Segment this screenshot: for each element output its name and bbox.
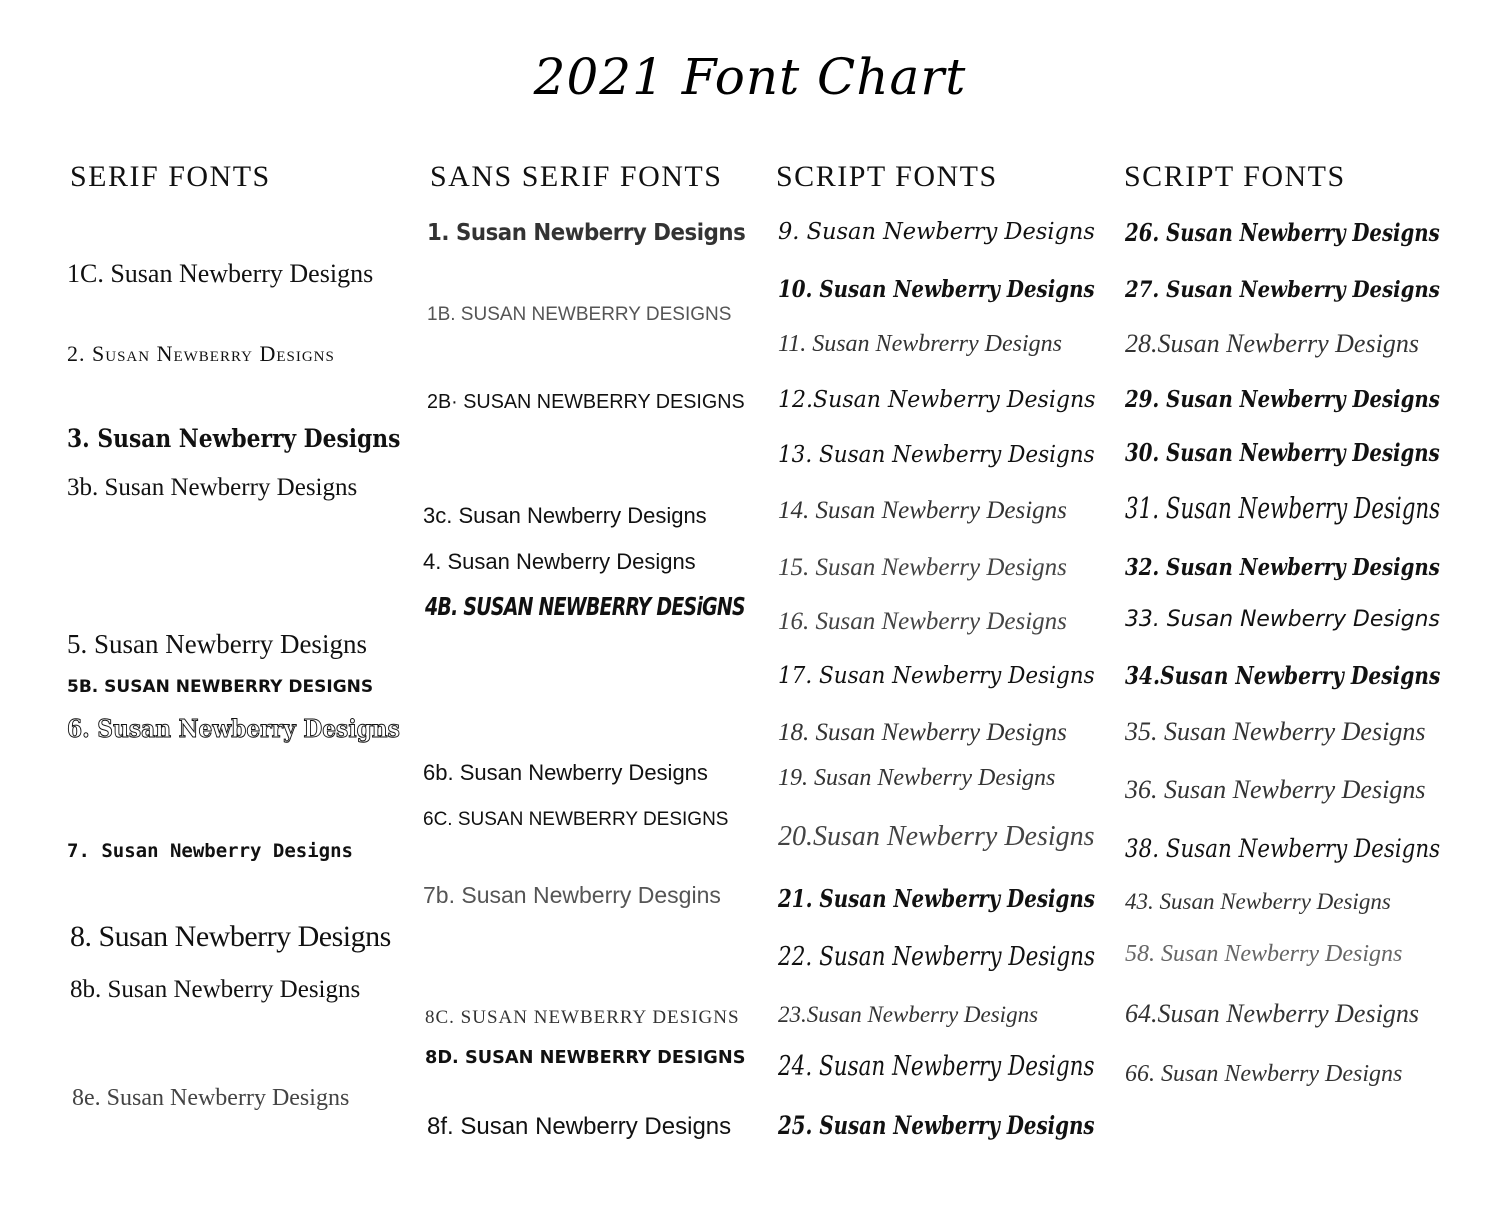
font-sample-10: 10. Susan Newberry Designs <box>778 276 1095 303</box>
font-sample-6: 6. Susan Newberry Designs <box>67 714 400 743</box>
font-sample-5b: 5B. SUSAN NEWBERRY DESIGNS <box>67 677 374 697</box>
font-sample-19: 19. Susan Newberry Designs <box>778 765 1056 791</box>
font-sample-5: 5. Susan Newberry Designs <box>67 629 367 659</box>
font-sample-6b: 6b. Susan Newberry Designs <box>423 760 708 785</box>
column-header-serif: SERIF FONTS <box>70 160 271 193</box>
font-sample-8c: 8C. SUSAN NEWBERRY DESIGNS <box>425 1007 740 1028</box>
font-sample-43: 43. Susan Newberry Designs <box>1125 889 1391 914</box>
column-header-script: SCRIPT FONTS <box>776 160 998 193</box>
font-sample-2: 2. Susan Newberry Designs <box>67 341 335 366</box>
font-sample-26: 26. Susan Newberry Designs <box>1125 218 1440 247</box>
font-sample-8: 8. Susan Newberry Designs <box>70 920 391 953</box>
font-sample-21: 21. Susan Newberry Designs <box>778 884 1095 913</box>
font-sample-1: 1. Susan Newberry Designs <box>427 220 746 246</box>
font-sample-4: 4. Susan Newberry Designs <box>423 549 696 574</box>
font-sample-18: 18. Susan Newberry Designs <box>778 719 1067 746</box>
font-sample-3: 3. Susan Newberry Designs <box>67 424 401 453</box>
font-sample-24: 24. Susan Newberry Designs <box>778 1051 1095 1082</box>
font-sample-17: 17. Susan Newberry Designs <box>778 663 1095 689</box>
font-sample-14: 14. Susan Newberry Designs <box>778 497 1067 524</box>
font-sample-38: 38. Susan Newberry Designs <box>1125 834 1441 863</box>
font-sample-16: 16. Susan Newberry Designs <box>778 608 1067 635</box>
font-sample-58: 58. Susan Newberry Designs <box>1125 941 1403 967</box>
column-header-script-2: SCRIPT FONTS <box>1124 160 1346 193</box>
font-sample-15: 15. Susan Newberry Designs <box>778 554 1067 581</box>
font-sample-30: 30. Susan Newberry Designs <box>1125 438 1440 467</box>
font-sample-28: 28.Susan Newberry Designs <box>1125 329 1419 358</box>
font-sample-20: 20.Susan Newberry Designs <box>778 821 1095 852</box>
font-sample-8e: 8e. Susan Newberry Designs <box>72 1085 350 1111</box>
font-sample-2b: 2B· SUSAN NEWBERRY DESIGNS <box>427 391 745 413</box>
font-sample-27: 27. Susan Newberry Designs <box>1125 277 1440 303</box>
font-sample-8f: 8f. Susan Newberry Designs <box>427 1113 732 1140</box>
font-sample-64: 64.Susan Newberry Designs <box>1125 999 1419 1028</box>
font-sample-66: 66. Susan Newberry Designs <box>1125 1061 1403 1087</box>
font-sample-31: 31. Susan Newberry Designs <box>1125 491 1441 525</box>
font-sample-9: 9. Susan Newberry Designs <box>778 219 1095 245</box>
font-sample-33: 33. Susan Newberry Designs <box>1125 607 1440 632</box>
font-sample-22: 22. Susan Newberry Designs <box>778 942 1096 972</box>
font-sample-36: 36. Susan Newberry Designs <box>1125 775 1426 804</box>
font-sample-1b: 1B. SUSAN NEWBERRY DESIGNS <box>427 304 732 325</box>
font-sample-6c: 6C. SUSAN NEWBERRY DESIGNS <box>423 809 729 830</box>
font-sample-8b: 8b. Susan Newberry Designs <box>70 976 361 1003</box>
font-sample-32: 32. Susan Newberry Designs <box>1125 554 1440 581</box>
font-sample-34: 34.Susan Newberry Designs <box>1125 661 1441 690</box>
font-sample-3b: 3b. Susan Newberry Designs <box>67 474 358 501</box>
font-sample-3c: 3c. Susan Newberry Designs <box>423 503 707 528</box>
column-header-sans-serif: SANS SERIF FONTS <box>430 160 723 193</box>
font-sample-8d: 8D. SUSAN NEWBERRY DESIGNS <box>425 1047 746 1068</box>
font-sample-1c: 1C. Susan Newberry Designs <box>67 259 374 288</box>
font-sample-29: 29. Susan Newberry Designs <box>1125 386 1440 413</box>
font-sample-7: 7. Susan Newberry Designs <box>67 840 353 862</box>
font-sample-12: 12.Susan Newberry Designs <box>778 387 1096 413</box>
font-sample-23: 23.Susan Newberry Designs <box>778 1002 1039 1027</box>
font-sample-25: 25. Susan Newberry Designs <box>778 1111 1095 1140</box>
font-sample-4b: 4B. SUSAN NEWBERRY DESiGNS <box>425 592 745 621</box>
font-sample-7b: 7b. Susan Newberry Desgins <box>423 882 721 908</box>
page-title: 2021 Font Chart <box>533 48 967 106</box>
font-sample-13: 13. Susan Newberry Designs <box>778 442 1095 468</box>
font-sample-35: 35. Susan Newberry Designs <box>1125 717 1426 746</box>
font-sample-11: 11. Susan Newbrerry Designs <box>778 331 1062 357</box>
